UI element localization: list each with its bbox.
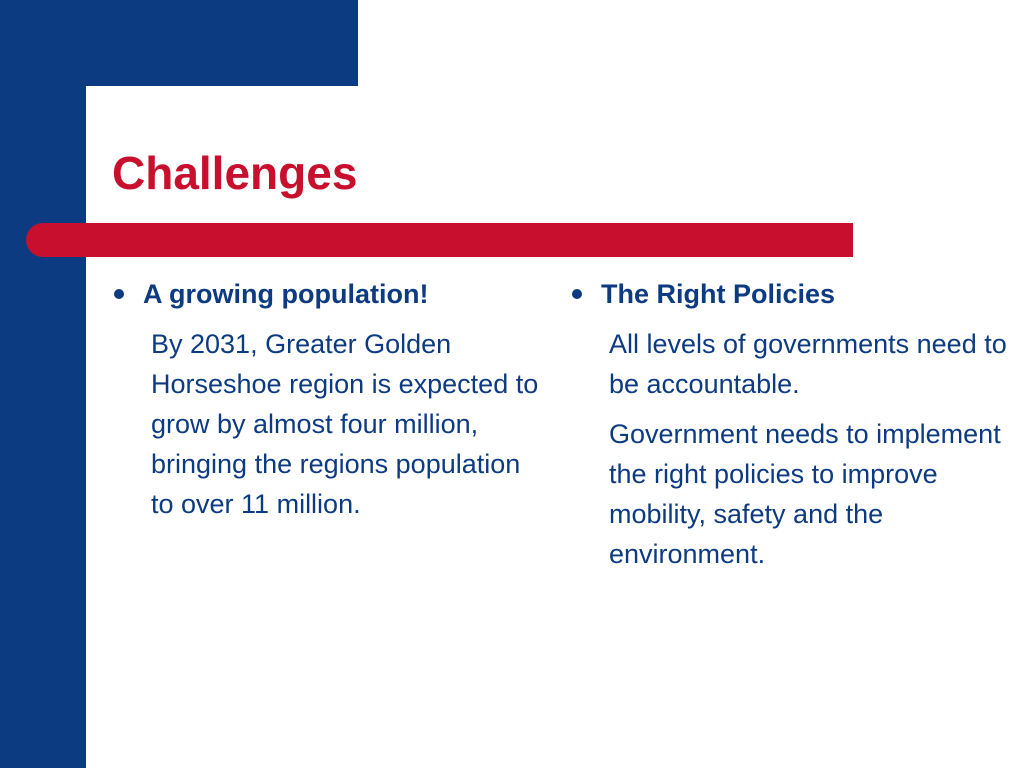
bullet-paragraph: By 2031, Greater Golden Horseshoe region is expected to grow by almost four million, bringing the regions population to over 11 million. bbox=[151, 329, 539, 519]
bullet-paragraph: All levels of governments need to be accountable. bbox=[609, 329, 1007, 399]
bullet-item bbox=[570, 274, 1010, 314]
title-underline-bar bbox=[26, 223, 853, 257]
bullet-heading: The Right Policies bbox=[601, 279, 836, 309]
bullet-dot-icon bbox=[572, 289, 582, 299]
bullet-dot-icon bbox=[114, 289, 124, 299]
bullet-heading: A growing population! bbox=[143, 279, 429, 309]
slide-title: Challenges bbox=[112, 147, 358, 199]
top-accent-band bbox=[0, 0, 358, 86]
left-accent-band bbox=[0, 0, 86, 768]
bullet-paragraph: Government needs to implement the right policies to improve mobility, safety and the environment. bbox=[609, 419, 1001, 569]
right-column bbox=[570, 274, 1010, 574]
left-column bbox=[112, 274, 542, 524]
bullet-item bbox=[112, 274, 542, 314]
